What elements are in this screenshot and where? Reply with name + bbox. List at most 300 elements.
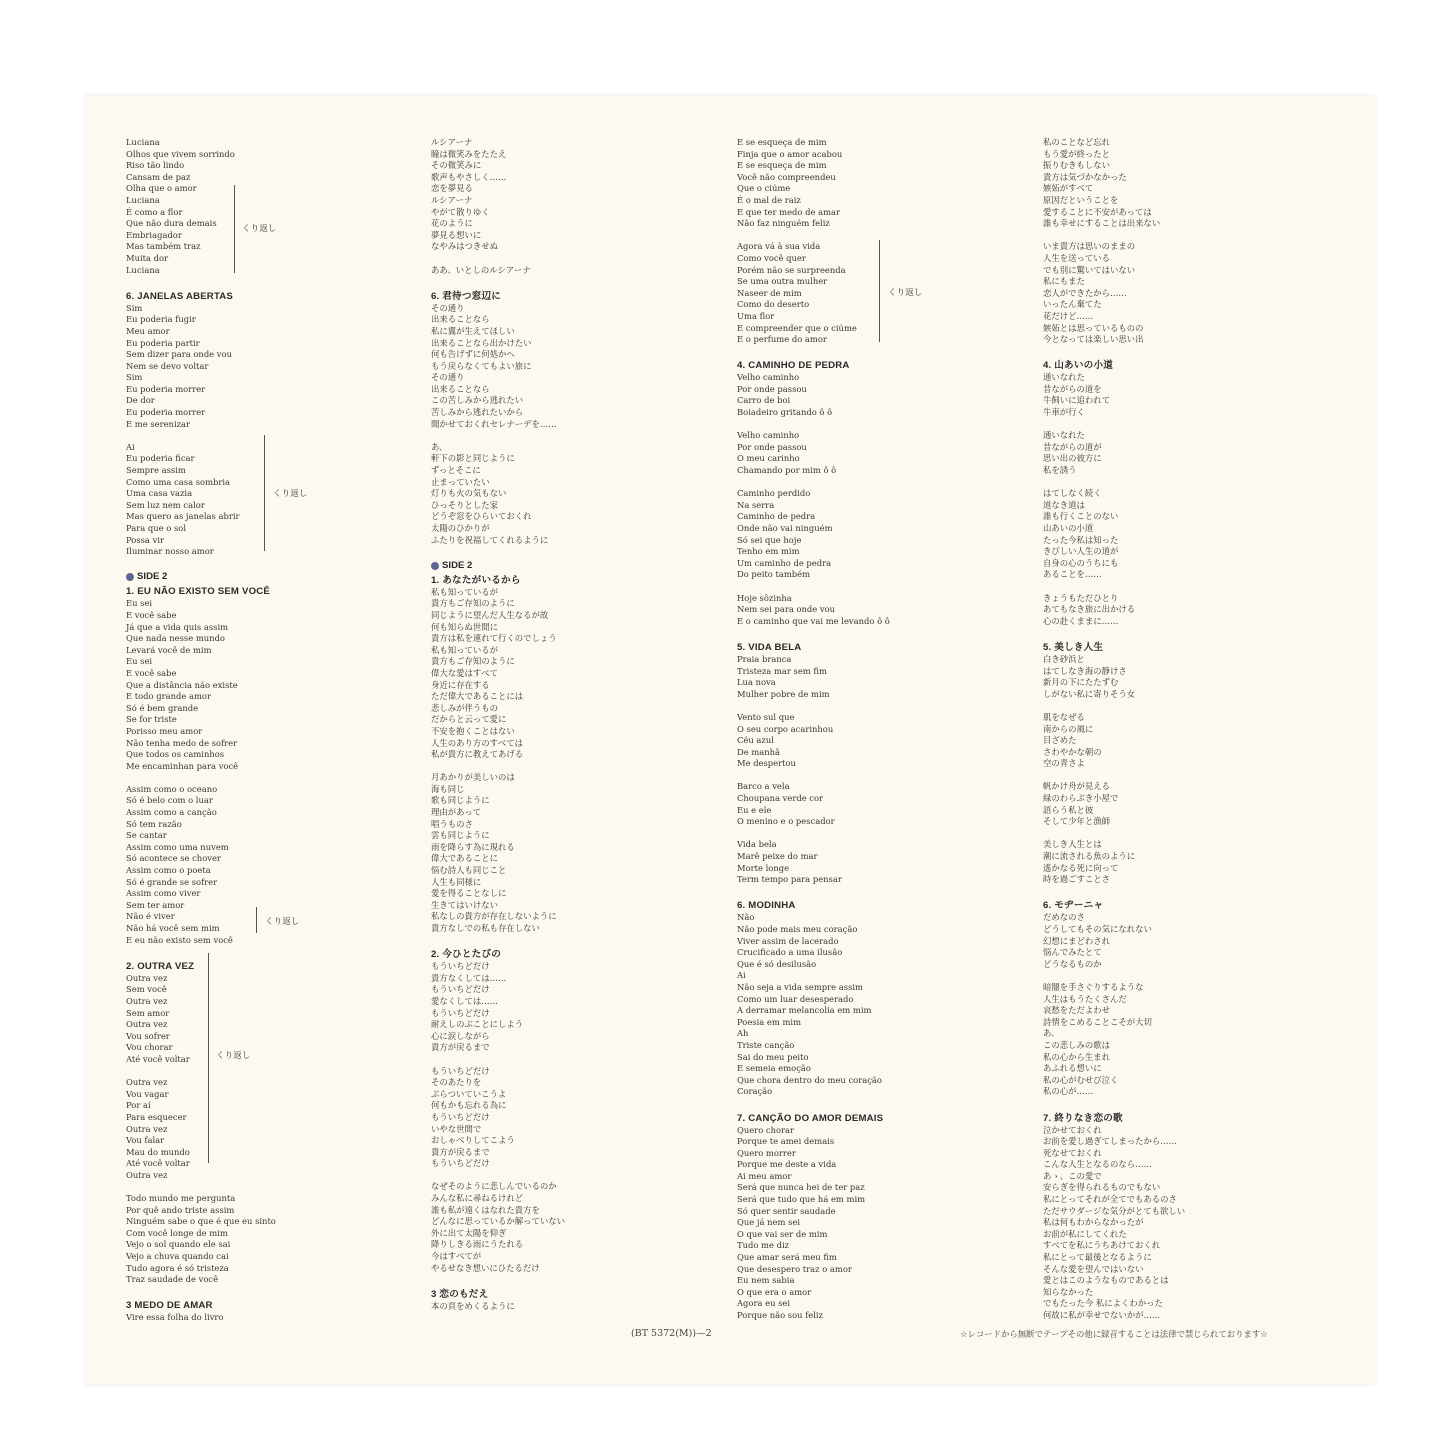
lyric-line: E você sabe [126,667,177,678]
stanza-gap [431,1054,681,1066]
lyric-line: Carro de boi [737,395,791,406]
lyric-line: 嫉妬がすべて [1043,183,1094,194]
stanza-gap [126,1181,356,1193]
lyric-line: Como você quer [737,252,806,263]
lyric-line: Caminho de pedra [737,511,816,522]
song-title: 4. 山あいの小道 [1043,360,1114,372]
lyric-line: 愛なくしては…… [431,995,498,1006]
refrain-bracket [264,435,265,551]
lyric-line: Só sei que hoje [737,534,802,545]
lyric-line: 外に出て太陽を仰ぎ [431,1227,507,1238]
lyric-line: ルシアーナ [431,194,473,205]
lyric-line: 降りしきる雨にうたれる [431,1239,524,1250]
lyric-line: お前を愛し過ぎてしまったから…… [1043,1136,1177,1147]
lyric-line: Me encaminhan para você [126,760,239,771]
lyric-line: どうぞ窓をひらいておくれ [431,511,532,522]
lyric-line: 灯りも火の気もない [431,488,507,499]
refrain-bracket [879,240,880,342]
song-title: 1. あなたがいるから [431,574,521,586]
lyric-line: どうしてもその気になれない [1043,924,1152,934]
stanza-gap [737,770,987,782]
lyric-line: 生きてはいけない [431,899,498,910]
lyric-line: Triste canção [737,1039,795,1050]
lyric-line: Vou sofrer [126,1030,170,1041]
stanza-gap [737,1098,987,1110]
lyric-line: 耐えしのぶことにしよう [431,1019,524,1030]
stanza-gap [431,430,681,442]
lyric-line: おしゃべりしてこよう [431,1135,515,1146]
lyric-line: Luciana [126,137,160,147]
lyric-line: De dor [126,395,155,406]
lyric-line: 心の赴くままに…… [1043,615,1119,626]
lyric-line: 誰も私が遠くはなれた貴方を [431,1204,540,1215]
lyric-line: Porém não se surpreenda [737,264,846,275]
lyric-line: 南からの風に [1043,723,1094,734]
lyric-line: Mas quero as janelas abrir [126,511,240,522]
lyric-line: いったん棄てた [1043,299,1102,310]
stanza-gap [126,1066,356,1078]
lyric-line: Embriagador [126,229,182,240]
lyric-line: 愛とはこのようなものであるとは [1043,1275,1169,1286]
lyric-line: 貴方もご存知のように [431,656,515,667]
lyric-line: Que desespero traz o amor [737,1263,852,1274]
lyric-line: ただサウダージな気分がとても欲しい [1043,1205,1186,1216]
refrain-bracket [208,953,209,1163]
stanza-gap [431,935,681,947]
lyric-line: Riso tão lindo [126,160,185,171]
lyric-line: 語らう私と彼 [1043,804,1094,815]
lyric-line: 私は何もわからなかったが [1043,1217,1144,1228]
stanza-gap [126,558,356,570]
lyric-line: ひっそりとした家 [431,499,498,510]
lyric-line: Como do deserto [737,299,810,310]
lyric-line: Por onde passou [737,383,807,394]
lyric-line: Será que tudo que há em mim [737,1194,866,1205]
lyric-line: Não [737,912,755,923]
lyric-line: Porque me deste a vida [737,1159,837,1170]
stanza-gap [1043,828,1303,840]
stanza-gap [431,761,681,773]
stanza-gap [737,886,987,898]
lyric-line: Quero morrer [737,1147,796,1158]
lyric-line: Term tempo para pensar [737,874,842,885]
lyric-line: Ai [126,441,135,452]
lyric-line: その通り [431,372,465,383]
lyric-line: Sim [126,372,143,383]
lyric-line: Para que o sol [126,523,187,533]
lyric-line: しがない私に寄りそう女 [1043,688,1136,699]
lyric-line: 恋を夢見る [431,183,473,194]
lyric-line: 死なせておくれ [1043,1147,1102,1158]
lyric-line: Porisso meu amor [126,725,203,736]
lyric-line: 新月の下にたたずむ [1043,677,1119,688]
lyric-line: Será que nunca hei de ter paz [737,1182,865,1193]
lyric-line: O seu corpo acarinhou [737,723,834,734]
lyric-line: Uma flor [737,310,775,321]
lyric-line: Vou falar [126,1135,165,1146]
stanza-gap [1043,627,1303,639]
refrain-label: くり返し [273,489,308,499]
stanza-gap [126,276,356,288]
lyric-line: その通り [431,302,465,313]
lyric-line: もういちどだけ [431,1065,490,1076]
lyric-line: 緑のわらぶき小屋で [1043,793,1119,804]
lyric-line: Sim [126,302,143,313]
song-title: 6. 君待つ窓辺に [431,290,502,302]
lyric-line: 私を誘う [1043,465,1077,476]
lyric-line: 夢見る想いに [431,229,482,240]
lyric-line: 私も知っているが [431,586,498,597]
lyric-line: 海も同じ [431,783,465,794]
lyric-line: Não tenha medo de sofrer [126,737,238,748]
lyric-line: Só é grande se sofrer [126,876,218,887]
lyric-line: E me serenizar [126,418,191,429]
lyric-line: もう愛が終ったと [1043,148,1110,159]
song-title: 4. CAMINHO DE PEDRA [737,360,850,372]
song-title: 2. OUTRA VEZ [126,960,195,972]
side-dot-icon [431,562,439,570]
song-title: 6. モヂーニャ [1043,900,1104,912]
catalog-number: (BT 5372(M))—2 [631,1328,712,1339]
lyric-line: ずっとそこに [431,465,481,476]
lyric-line: 誰も幸せにすることは出来ない [1043,218,1161,229]
lyric-line: もういちどだけ [431,961,490,972]
lyric-line: Marê peixe do mar [737,851,818,862]
lyric-line: 牛車が行く [1043,407,1085,418]
refrain-label: くり返し [242,224,277,234]
lyric-line: 貴方なくしては…… [431,972,507,983]
lyric-line: この悲しみの歌は [1043,1039,1110,1050]
lyric-line: Ah [737,1028,749,1039]
lyric-line: 同じように望んだ人生なるが故 [431,609,549,620]
lyric-line: 私の心から生まれ [1043,1051,1110,1062]
lyric-line: だめなのさ [1043,912,1085,923]
side-label [126,571,356,583]
lyric-line: O menino e o pescador [737,816,835,827]
lyric-line: 貴方は私を連れて行くのでしょう [431,633,557,644]
stanza-gap [126,946,356,958]
song-title: 6. JANELAS ABERTAS [126,290,234,302]
lyric-line: É como a flor [126,206,183,217]
lyrics-column-4 [1043,137,1303,1322]
lyric-line: Eu e ele [737,804,772,815]
lyric-line: 美しき人生とは [1043,839,1102,850]
lyric-line: Ninguém sabe o que é que eu sinto [126,1216,276,1227]
lyric-line: E o perfume do amor [737,334,827,345]
lyric-line: 私の心が…… [1043,1086,1094,1097]
lyric-line: 貴方が戻るまで [431,1146,490,1157]
lyric-line: Assim como o poeta [126,865,211,876]
song-title: 7. 終りなき恋の歌 [1043,1112,1123,1124]
lyric-sheet [85,95,1375,1385]
lyric-line: 泣かせておくれ [1043,1124,1102,1135]
lyric-line: 私にとってそれが全てでもあるのさ [1043,1194,1177,1205]
lyric-line: 不安を抱くことはない [431,725,515,736]
lyric-line: 自身の心のうちにも [1043,557,1119,568]
lyric-line: Assim como o oceano [126,783,218,794]
lyric-line: そして少年と漁師 [1043,816,1110,827]
lyric-line: やるせなき想いにひたるだけ [431,1262,540,1273]
lyric-line: Outra vez [126,1169,168,1180]
lyric-line: O meu carinho [737,453,800,464]
lyric-line: 白き砂浜と [1043,653,1085,664]
song-title: 3 恋のもだえ [431,1288,489,1300]
lyric-line: 知らなかった [1043,1286,1094,1297]
lyric-line: Chamando por mim ô ô [737,465,837,476]
lyric-line: Luciana [126,194,160,205]
lyric-line: E compreender que o ciúme [737,322,857,333]
stanza-gap [737,828,987,840]
lyric-line: 幻想にまどわされ [1043,935,1110,946]
lyric-line: Só tem razão [126,818,182,829]
lyric-line: 私の心がむせび泣く [1043,1074,1119,1085]
lyric-line: 哀愁をただよわせ [1043,1005,1110,1016]
lyric-line: Sempre assim [126,465,186,476]
lyric-line: Velho caminho [737,430,800,441]
lyric-line: Até você voltar [126,1158,190,1169]
lyric-line: Já que a vida quis assim [126,621,229,632]
lyric-line: Vejo o sol quando ele sai [126,1239,231,1250]
lyric-line: Iluminar nosso amor [126,546,214,557]
lyric-line: Boiadeiro gritando ô ô [737,407,833,418]
lyric-line: E eu não existo sem você [126,934,233,945]
lyric-line: きびしい人生の道が [1043,546,1119,557]
lyric-line: 愛することに不安があっては [1043,206,1152,217]
lyric-line: Se for triste [126,714,177,725]
lyric-line: もういちどだけ [431,1158,490,1169]
stanza-gap [737,627,987,639]
lyric-line: そんな愛を望んではいない [1043,1263,1144,1274]
lyric-line: Eu poderia ficar [126,453,195,464]
lyric-line: はてしなき海の静けさ [1043,665,1127,676]
lyric-line: Me despertou [737,758,796,769]
stanza-gap [1043,1098,1303,1110]
side-label-text: SIDE 2 [137,571,168,583]
lyric-line: 肌をなぜる [1043,711,1085,722]
refrain-label: くり返し [216,1051,251,1061]
song-title: 3 MEDO DE AMAR [126,1300,213,1312]
lyric-line: ルシアーナ [431,137,473,147]
lyric-line: Não faz ninguém feliz [737,218,830,229]
lyric-line: Porque não sou feliz [737,1310,824,1320]
lyric-line: いま貴方は思いのままの [1043,241,1136,252]
lyric-line: ああ、いとしのルシアーナ [431,264,531,275]
lyric-line: すべてを私にうちあけておくれ [1043,1240,1161,1251]
lyric-line: もういちどだけ [431,984,490,995]
refrain-label: くり返し [888,288,923,298]
stanza-gap [1043,477,1303,489]
lyric-line: Barco a vela [737,781,790,792]
lyric-line: E todo grande amor [126,691,211,702]
lyric-line: Eu poderia partir [126,337,200,348]
lyric-line: 私のことなど忘れ [1043,137,1110,147]
lyric-line: 人生を送っている [1043,252,1110,263]
lyric-line: Com você longe de mim [126,1227,228,1238]
lyric-line: É o mal de raiz [737,194,801,205]
lyric-line: Vejo a chuva quando cai [126,1251,229,1262]
lyric-line: どんなに思っているか解っていない [431,1216,565,1227]
lyric-line: Você não compreendeu [737,171,836,182]
lyric-line: 偉大であることに [431,853,498,864]
song-title: 6. MODINHA [737,900,796,912]
lyric-line: Eu poderia morrer [126,407,206,418]
lyric-line: Sem dizer para onde vou [126,349,232,360]
lyric-line: Assim como uma nuvem [126,841,229,852]
lyric-line: ただ偉大であることには [431,691,524,702]
lyric-line: E semeia emoção [737,1063,811,1074]
lyric-line: Todo mundo me pergunta [126,1193,236,1204]
stanza-gap [1043,346,1303,358]
lyric-line: 身近に存在する [431,679,490,690]
lyric-line: 昔ながらの道が [1043,441,1102,452]
lyric-line: 人生のあり方のすべては [431,737,523,748]
lyric-line: あゝ、この愛で [1043,1170,1102,1181]
lyric-line: 貴方もご存知のように [431,598,515,609]
lyric-line: 歌声もやさしく…… [431,171,507,182]
lyric-line: Só é belo com o luar [126,795,213,806]
lyric-line: Lua nova [737,677,776,688]
lyric-line: Só quer sentir saudade [737,1205,836,1216]
lyric-line: 心に涙しながら [431,1030,490,1041]
lyric-line: Onde não vai ninguém [737,523,833,533]
lyric-line: 瞳は微笑みをたたえ [431,148,507,159]
lyric-line: Eu sei [126,656,153,667]
stanza-gap [126,1286,356,1298]
lyric-line: Na serra [737,499,775,510]
stanza-gap [431,1170,681,1182]
lyric-line: ふたりを祝福してくれるように [431,534,549,545]
lyric-line: Coração [737,1086,773,1097]
lyric-line: Possa vir [126,534,165,545]
stanza-gap [1043,230,1303,242]
lyric-line: Por quê ando triste assim [126,1204,235,1215]
lyric-line: 今はすべてが [431,1251,482,1262]
lyric-line: E você sabe [126,609,177,620]
lyric-line: 貴方が戻るまで [431,1042,490,1053]
lyric-line: 理由があって [431,807,482,818]
lyric-line: Outra vez [126,1019,168,1030]
lyric-line: Outra vez [126,972,168,983]
lyric-line: O que vai ser de mim [737,1228,828,1239]
lyric-line: Assim como a canção [126,807,217,818]
lyric-line: さわやかな朝の [1043,746,1102,757]
lyric-line: 振りむきもしない [1043,160,1110,171]
lyric-line: 唱うものさ [431,818,473,829]
lyric-line: 出来ることなら出かけたい [431,337,532,348]
lyric-line: 苦しみから逃れたいから [431,407,524,418]
lyric-line: Não é viver [126,911,175,922]
lyric-line: Ai meu amor [737,1170,792,1181]
lyric-line: Vento sul que [737,711,795,722]
lyric-line: Por onde passou [737,441,807,452]
stanza-gap [737,419,987,431]
lyric-line: 思い出の彼方に [1043,453,1102,464]
lyric-line: 時を過ごすことさ [1043,874,1110,885]
lyric-line: あることを…… [1043,569,1102,580]
lyric-line: Meu amor [126,325,170,336]
lyric-line: あてもなき旅に出かける [1043,604,1136,615]
lyric-line: Que já nem sei [737,1217,801,1228]
lyric-line: E se esqueça de mim [737,137,827,147]
lyric-line: Vou vagar [126,1088,169,1099]
lyric-line: Nem sei para onde vou [737,604,836,615]
lyric-line: Porque te amei demais [737,1136,835,1147]
lyric-line: 止まっていたい [431,476,490,487]
lyric-line: 悲しみが伴うもの [431,702,498,713]
lyric-line: Céu azul [737,735,774,746]
lyric-line: はてしなく続く [1043,488,1102,499]
lyric-line: Tristeza mar sem fim [737,665,827,676]
lyric-line: Mau do mundo [126,1146,190,1157]
lyric-line: 雲も同じように [431,830,490,841]
lyric-line: お前が私にしてくれた [1043,1228,1127,1239]
lyrics-column-3 [737,137,987,1322]
lyric-line: 人生も同様に [431,876,482,887]
lyric-line: 山あいの小道 [1043,523,1094,533]
stanza-gap [737,700,987,712]
lyric-line: Hoje sôzinha [737,592,792,603]
lyric-line: Que chora dentro do meu coração [737,1074,882,1085]
lyric-line: Morte longe [737,862,790,873]
lyric-line: Só é bem grande [126,702,199,713]
stanza-gap [126,430,356,442]
lyric-line: そのあたりを [431,1077,482,1088]
lyric-line: 偉大な愛はすべて [431,667,498,678]
lyric-line: E que ter medo de amar [737,206,841,217]
lyric-line: Que o ciúme [737,183,791,194]
lyric-line: 花だけど…… [1043,310,1094,321]
lyric-line: Muita dor [126,252,169,263]
lyric-line: 通いなれた [1043,430,1085,441]
lyric-line: Não pode mais meu coração [737,924,858,934]
lyric-line: 私に翼が生えてほしい [431,325,515,336]
lyric-line: Choupana verde cor [737,793,824,804]
lyric-line: 潮に流される魚のように [1043,851,1136,862]
lyric-line: Não seja a vida sempre assim [737,981,864,992]
lyric-line: 誰も行くことのない [1043,511,1119,522]
lyric-line: Tudo agora é só tristeza [126,1262,229,1273]
lyric-line: 悩んでみたとて [1043,947,1102,958]
lyric-line: あ、 [1043,1028,1060,1039]
lyric-line: Nem se devo voltar [126,360,209,371]
lyric-line: Traz saudade de você [126,1274,219,1285]
lyric-line: 歌も同じように [431,795,490,806]
lyric-line: 通いなれた [1043,372,1085,383]
lyric-line: やがて散りゆく [431,206,490,217]
side-label [431,560,681,572]
lyric-line: Não há você sem mim [126,923,220,933]
lyric-line: Finja que o amor acabou [737,148,843,159]
lyric-line: Velho caminho [737,372,800,383]
lyric-line: Uma casa vazia [126,488,193,499]
lyric-line: 貴方は気づかなかった [1043,171,1127,182]
lyric-line: Se uma outra mulher [737,276,828,287]
refrain-bracket [234,185,235,273]
lyric-line: 私なしの貴方が存在しないように [431,911,557,922]
stanza-gap [431,1274,681,1286]
lyric-line: 貴方なしでの私も存在しない [431,923,540,933]
lyric-line: Sem você [126,984,167,995]
lyric-line: 今となっては楽しい思い出 [1043,334,1144,345]
lyric-line: 軒下の影と同じように [431,453,515,464]
lyric-line: いやな世間で [431,1123,482,1134]
lyric-line: 牛飼いに追われて [1043,395,1110,406]
lyric-line: 詩情をこめることこそが大切 [1043,1016,1152,1027]
stanza-gap [737,230,987,242]
lyric-line: 月あかりが美しいのは [431,772,515,783]
lyric-line: その微笑みに [431,160,482,171]
lyric-line: Que não dura demais [126,218,217,229]
